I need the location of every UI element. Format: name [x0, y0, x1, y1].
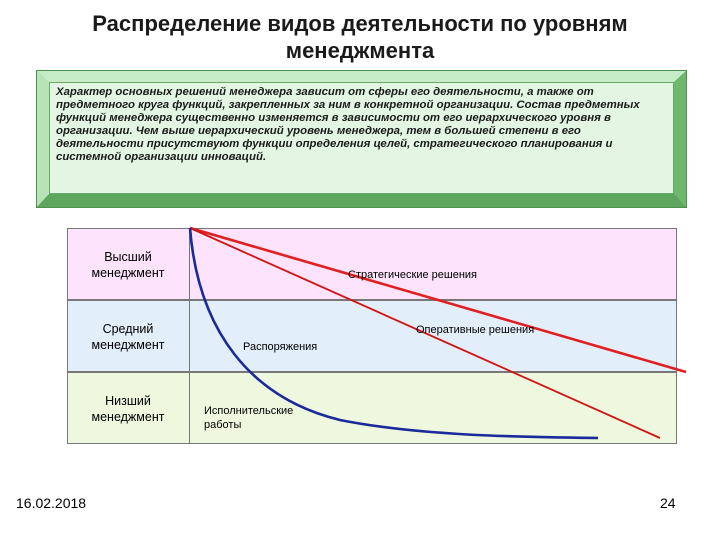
slide-date: 16.02.2018: [16, 495, 87, 511]
body-text: Характер основных решений менеджера зависит от сферы его деятельности, а также от предметного круга функций, закрепленных за ним в конкретной организации. Состав предметных функций менеджера существенно изменяется в зависимости от его иерархического уровня в организации. Чем выше иерархический уровень менеджера, тем в большей степени в его деятельности присутствуют функции определения целей, стратегического планирования и системной организации инноваций.: [56, 86, 640, 163]
strategic-decisions-label: Стратегические решения: [348, 269, 477, 281]
level-label-middle: Средний менеджмент: [91, 322, 165, 352]
orders-label: Распоряжения: [243, 341, 318, 353]
executive-work-label: Исполнительские работы: [204, 405, 294, 431]
slide-title: Распределение видов деятельности по уровням менеджмента: [92, 11, 628, 63]
level-label-top: Высший менеджмент: [91, 250, 165, 280]
operational-decisions-label: Оперативные решения: [416, 324, 535, 336]
level-label-lower: Низший менеджмент: [91, 394, 165, 424]
slide-page-number: 24: [660, 495, 676, 511]
